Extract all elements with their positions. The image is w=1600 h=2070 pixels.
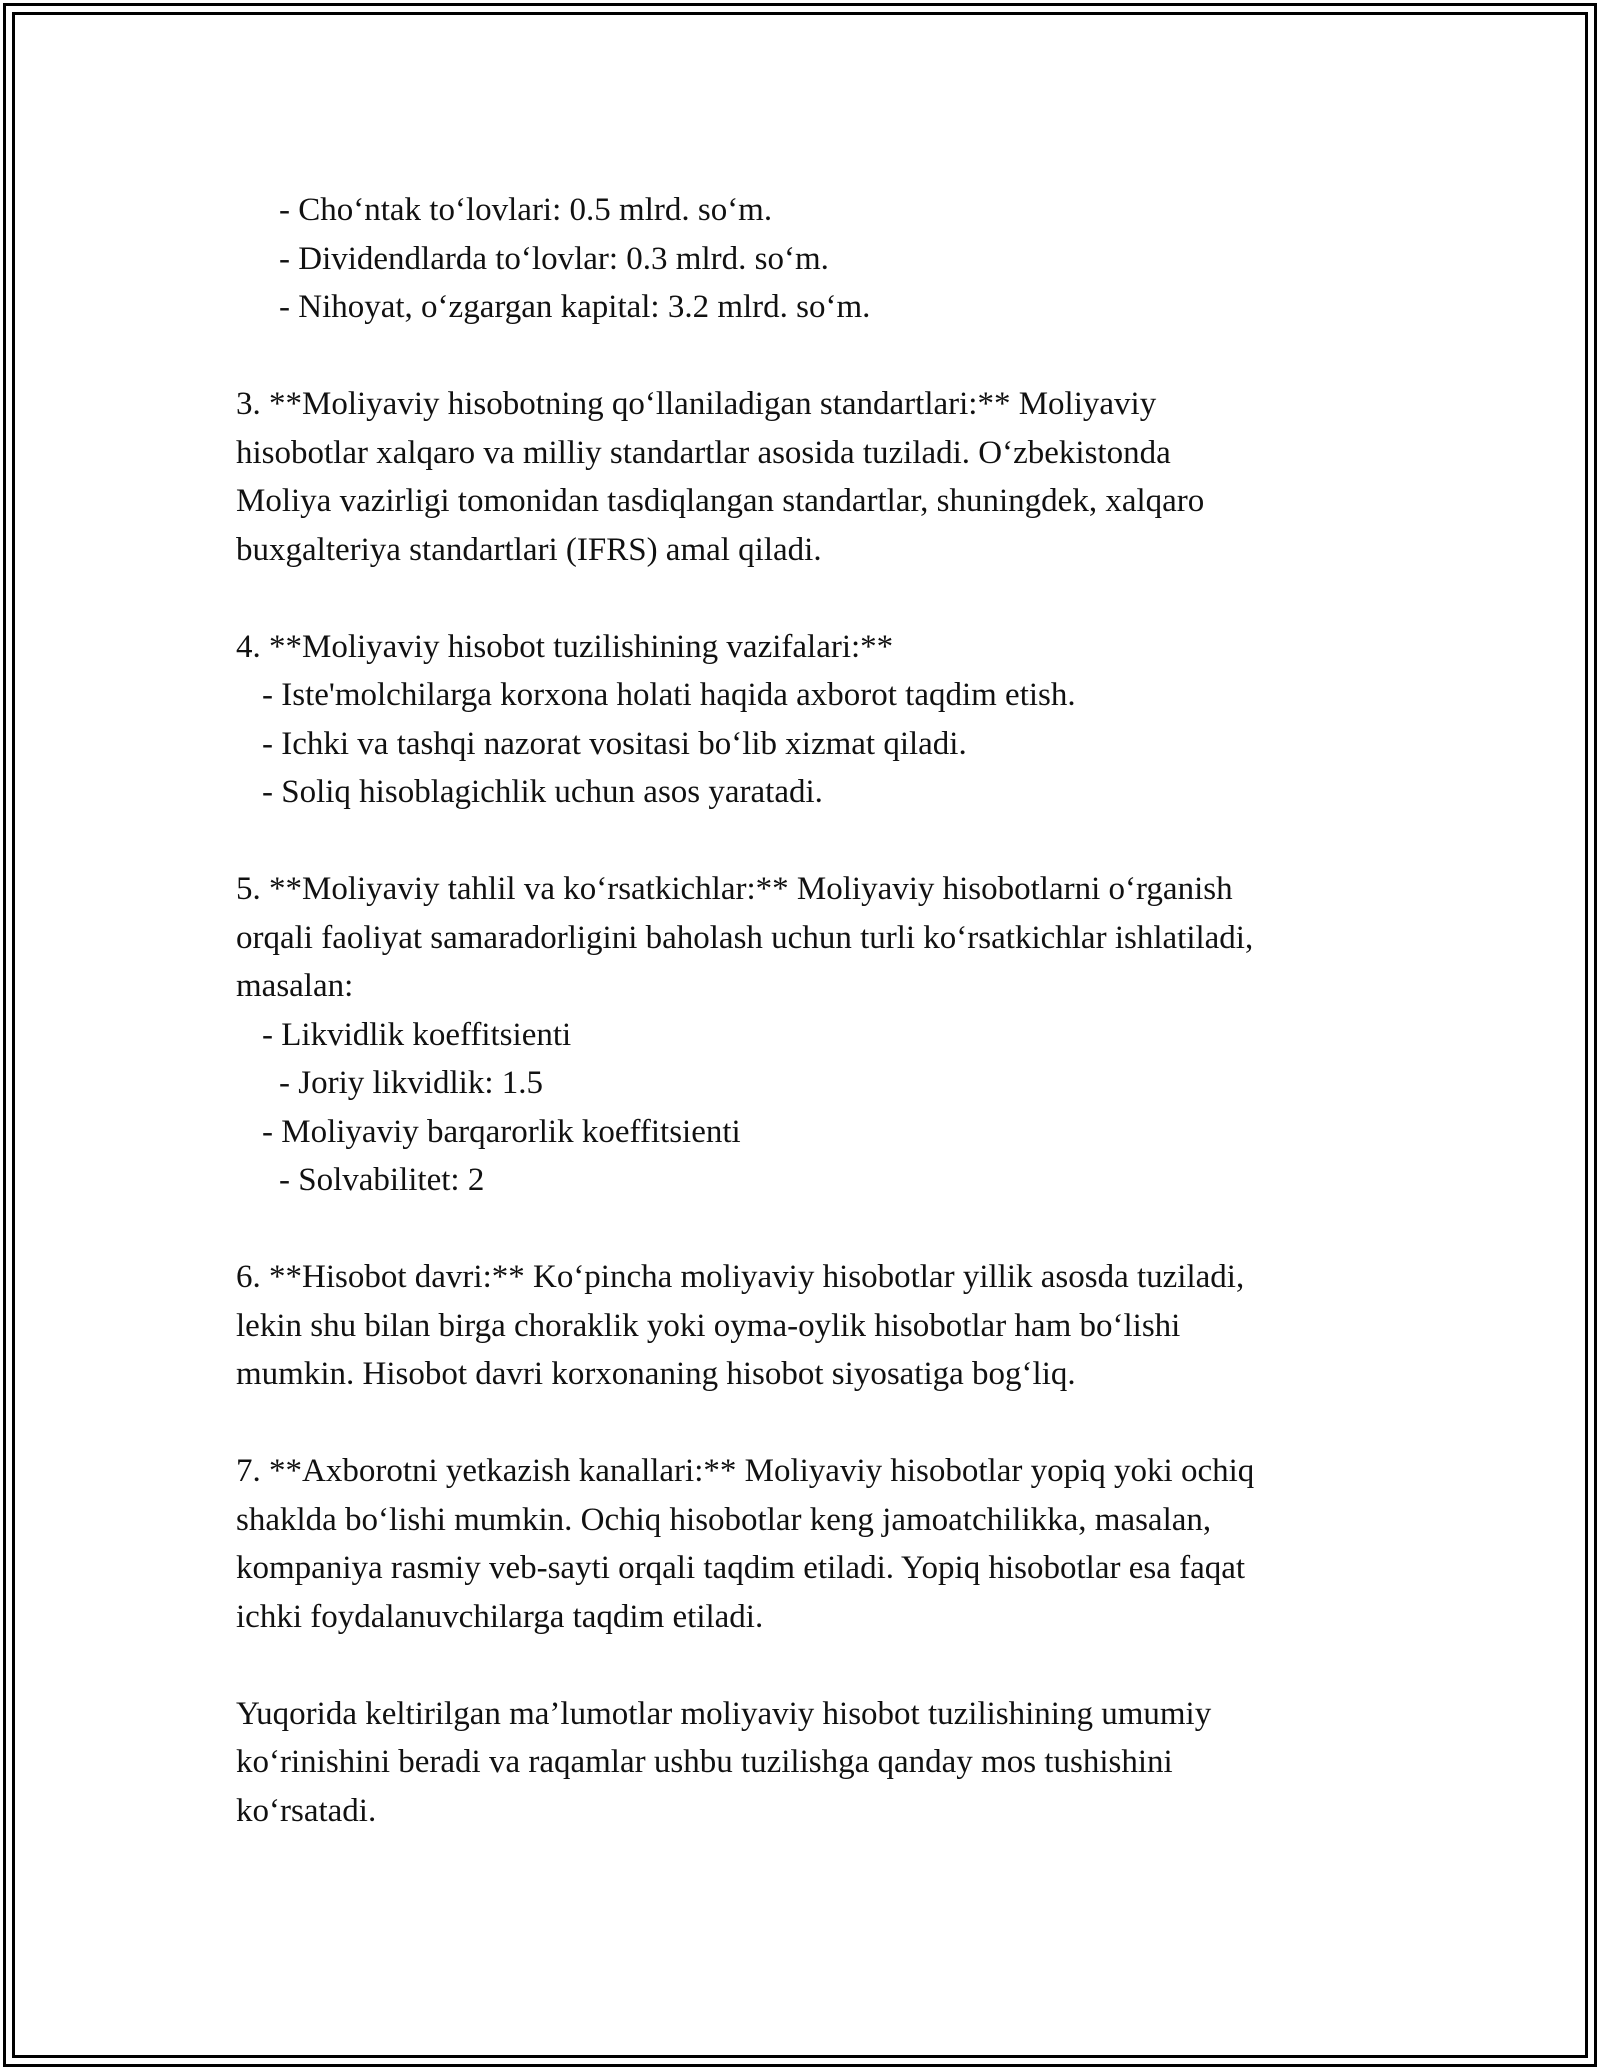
conclusion-line: ko‘rsatadi. bbox=[236, 1792, 377, 1829]
sub-list-item: - Solvabilitet: 2 bbox=[279, 1162, 485, 1198]
paragraph-gap bbox=[236, 1205, 1416, 1254]
paragraph-gap bbox=[236, 1641, 1416, 1690]
section3-line: buxgalteriya standartlari (IFRS) amal qiladi. bbox=[236, 531, 822, 568]
section7-line: ichki foydalanuvchilarga taqdim etiladi. bbox=[236, 1598, 764, 1635]
paragraph-gap bbox=[236, 817, 1416, 866]
list-item: - Ichki va tashqi nazorat vositasi bo‘lib xizmat qiladi. bbox=[262, 725, 967, 762]
section5-line: orqali faoliyat samaradorligini baholash uchun turli ko‘rsatkichlar ishlatiladi, bbox=[236, 919, 1254, 956]
section3-line: 3. **Moliyaviy hisobotning qo‘llaniladigan standartlari:** Moliyaviy bbox=[236, 386, 1157, 422]
paragraph-gap bbox=[236, 574, 1416, 623]
sub-list-item: - Joriy likvidlik: 1.5 bbox=[279, 1065, 543, 1101]
list-item: - Soliq hisoblagichlik uchun asos yaratadi. bbox=[262, 774, 823, 810]
conclusion-line: ko‘rinishini beradi va raqamlar ushbu tuzilishga qanday mos tushishini bbox=[236, 1744, 1173, 1780]
list-item: - Nihoyat, o‘zgargan kapital: 3.2 mlrd. so‘m. bbox=[279, 289, 871, 325]
list-item: - Dividendlarda to‘lovlar: 0.3 mlrd. so‘m. bbox=[279, 240, 829, 277]
section7-line: shaklda bo‘lishi mumkin. Ochiq hisobotlar keng jamoatchilikka, masalan, bbox=[236, 1501, 1212, 1538]
section3-line: Moliya vazirligi tomonidan tasdiqlangan standartlar, shuningdek, xalqaro bbox=[236, 483, 1205, 519]
paragraph-gap bbox=[236, 1399, 1416, 1448]
list-item: - Moliyaviy barqarorlik koeffitsienti bbox=[262, 1113, 741, 1150]
conclusion-line: Yuqorida keltirilgan ma’lumotlar moliyaviy hisobot tuzilishining umumiy bbox=[236, 1695, 1212, 1732]
list-item: - Likvidlik koeffitsienti bbox=[262, 1016, 572, 1053]
section7-line: 7. **Axborotni yetkazish kanallari:** Moliyaviy hisobotlar yopiq yoki ochiq bbox=[236, 1453, 1255, 1489]
paragraph-gap bbox=[236, 332, 1416, 381]
section5-line: masalan: bbox=[236, 968, 354, 1004]
section6-line: lekin shu bilan birga choraklik yoki oyma-oylik hisobotlar ham bo‘lishi bbox=[236, 1307, 1181, 1344]
section3-line: hisobotlar xalqaro va milliy standartlar asosida tuziladi. O‘zbekistonda bbox=[236, 434, 1171, 471]
section6-line: 6. **Hisobot davri:** Ko‘pincha moliyaviy hisobotlar yillik asosda tuziladi, bbox=[236, 1259, 1245, 1295]
section7-line: kompaniya rasmiy veb-sayti orqali taqdim etiladi. Yopiq hisobotlar esa faqat bbox=[236, 1550, 1246, 1586]
list-item: - Iste'molchilarga korxona holati haqida axborot taqdim etish. bbox=[262, 677, 1076, 713]
section4-heading: 4. **Moliyaviy hisobot tuzilishining vazifalari:** bbox=[236, 628, 894, 665]
list-item: - Cho‘ntak to‘lovlari: 0.5 mlrd. so‘m. bbox=[279, 192, 773, 228]
section6-line: mumkin. Hisobot davri korxonaning hisobot siyosatiga bog‘liq. bbox=[236, 1356, 1076, 1392]
section5-line: 5. **Moliyaviy tahlil va ko‘rsatkichlar:** Moliyaviy hisobotlarni o‘rganish bbox=[236, 871, 1233, 907]
document-body bbox=[236, 186, 1416, 1835]
